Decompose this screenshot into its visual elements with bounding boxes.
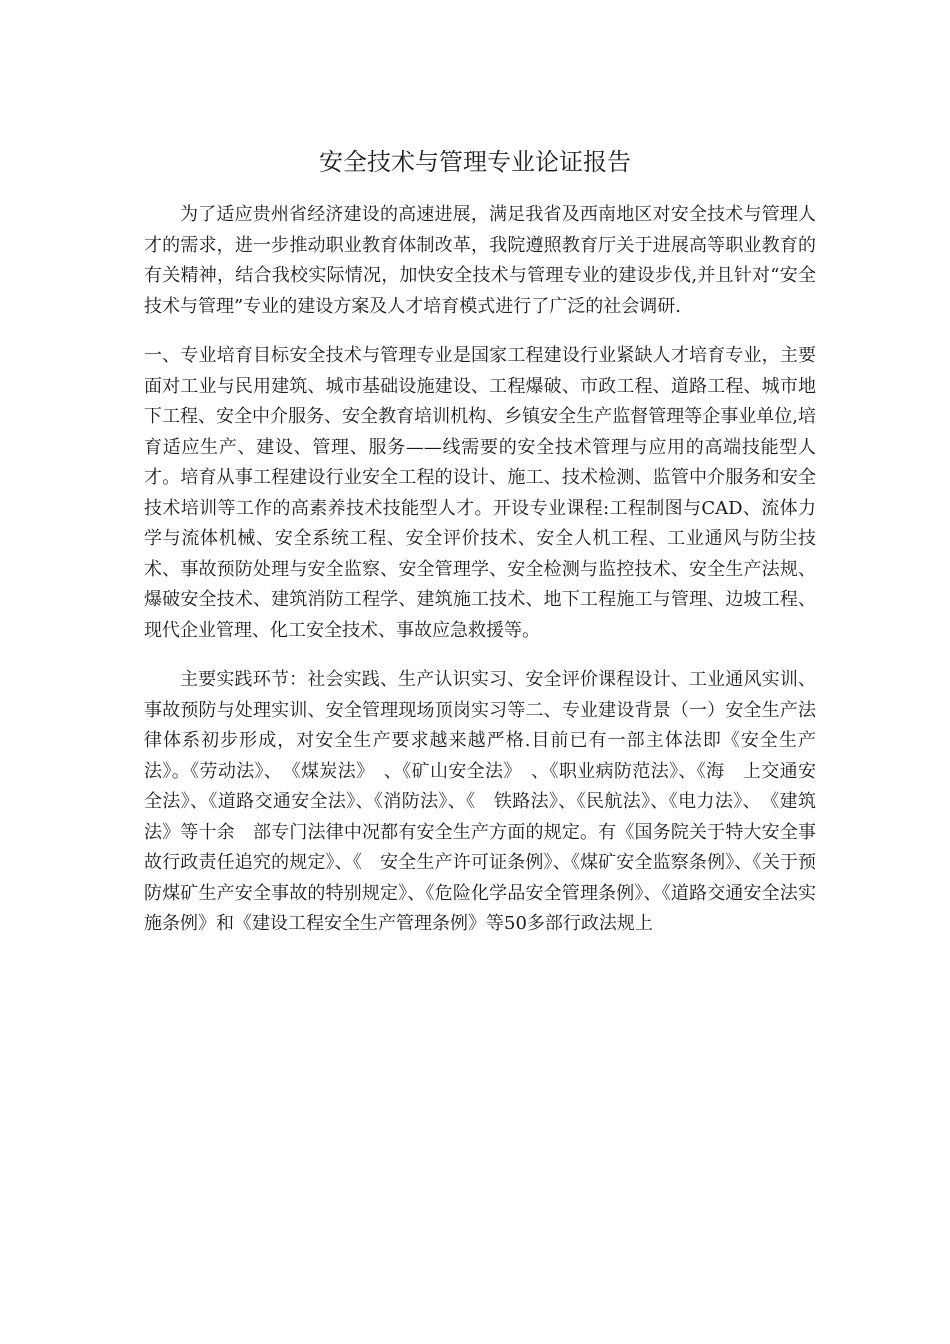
paragraph-practice-background: 主要实践环节：社会实践、生产认识实习、安全评价课程设计、工业通风实训、事故预防与处理实训、安全管理现场顶岗实习等二、专业建设背景（一）安全生产法律体系初步形成，对安全生产要求越来越严格.目前已有一部主体法即《安全生产法》。《劳动法》、 《煤炭法》 、《矿山安全法》 、《职业病防范法》、《海 上交通安全法》、《道路交通安全法》、《消防法》、《 铁路法》、《民航法》、《电力法》、 《建筑法》等十余 部专门法律中况都有安全生产方面的规定。有《国务院关于特大安全事故行政责任追究的规定》、《 安全生产许可证条例》、《煤矿安全监察条例》、《关于预防煤矿生产安全事故的特别规定》、《危险化学品安全管理条例》、《道路交通安全法实施条例》和《建设工程安全生产管理条例》等50多部行政法规上 (144, 669, 816, 934)
paragraph-intro: 为了适应贵州省经济建设的高速进展，满足我省及西南地区对安全技术与管理人才的需求，进一步推动职业教育体制改革，我院遵照教育厅关于进展高等职业教育的有关精神，结合我校实际情况，加快安全技术与管理专业的建设步伐,并且针对“安全技术与管理”专业的建设方案及人才培育模式进行了广泛的社会调研. (144, 204, 816, 317)
document-title: 安全技术与管理专业论证报告 (319, 148, 631, 176)
paragraph-training-goal: 一、专业培育目标安全技术与管理专业是国家工程建设行业紧缺人才培育专业，主要面对工业与民用建筑、城市基础设施建设、工程爆破、市政工程、道路工程、城市地下工程、安全中介服务、安全教育培训机构、乡镇安全生产监督管理等企事业单位,培育适应生产、建设、管理、服务——线需要的安全技术管理与应用的高端技能型人才。培育从事工程建设行业安全工程的设计、施工、技术检测、监管中介服务和安全技术培训等工作的高素养技术技能型人才。开设专业课程:工程制图与CAD、流体力学与流体机械、安全系统工程、安全评价技术、安全人机工程、工业通风与防尘技术、事故预防处理与安全监察、安全管理学、安全检测与监控技术、安全生产法规、爆破安全技术、建筑消防工程学、建筑施工技术、地下工程施工与管理、边坡工程、现代企业管理、化工安全技术、事故应急救援等。 (144, 345, 816, 641)
document-body (144, 200, 816, 940)
